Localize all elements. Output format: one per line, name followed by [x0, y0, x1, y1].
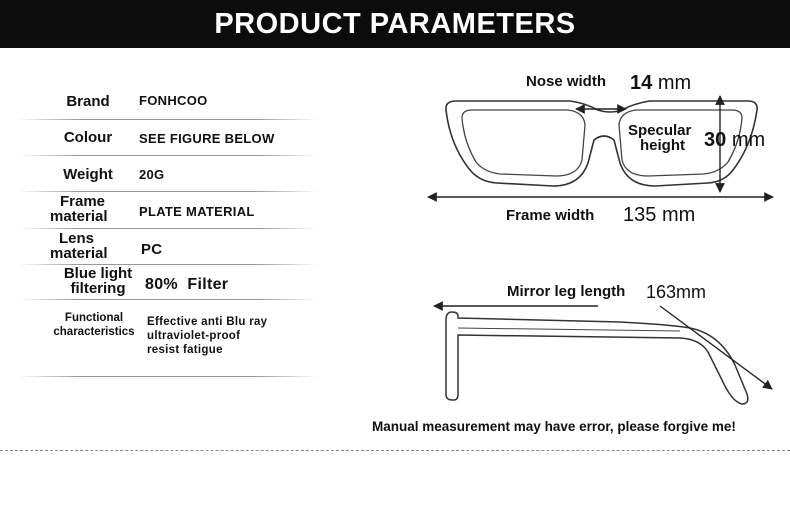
- mirror-leg-number: 163: [646, 282, 677, 302]
- frame-width-unit: mm: [661, 204, 696, 226]
- param-value-colour: SEE FIGURE BELOW: [139, 131, 275, 146]
- nose-width-value: [630, 72, 691, 95]
- measurement-note: Manual measurement may have error, please forgive me!: [372, 419, 736, 434]
- bottom-dashed-divider: [0, 450, 790, 451]
- param-label-brand: Brand: [66, 93, 110, 110]
- param-value-weight: 20G: [139, 167, 165, 182]
- label-line: characteristics: [53, 326, 135, 338]
- frame-width-label: Frame width: [506, 207, 595, 224]
- specular-height-number: 30: [704, 129, 727, 151]
- label-line: material: [50, 208, 108, 225]
- label-line: height: [640, 137, 685, 154]
- param-value-lens-material: PC: [141, 241, 163, 258]
- label-line: Blue light: [63, 265, 133, 282]
- value-line: resist fatigue: [147, 344, 223, 356]
- label-line: Lens: [59, 230, 95, 247]
- specular-height-value: [704, 129, 765, 152]
- frame-width-number: 135: [623, 204, 657, 226]
- param-value-blue-light: 80% Filter: [145, 276, 229, 293]
- frame-width-value: [623, 204, 695, 227]
- left-lens: [462, 110, 585, 176]
- mirror-leg-value: [646, 282, 706, 303]
- specular-height-label: [628, 123, 691, 153]
- value-line: Effective anti Blu ray: [147, 316, 268, 328]
- label-line: Frame: [60, 193, 106, 210]
- nose-width-number: 14: [630, 72, 653, 94]
- page-title: PRODUCT PARAMETERS: [214, 7, 576, 40]
- temple-arm-seam: [458, 328, 680, 331]
- label-line: Functional: [64, 312, 124, 324]
- param-label-colour: Colour: [63, 129, 113, 146]
- param-value-brand: FONHCOO: [139, 93, 208, 108]
- param-value-frame-material: PLATE MATERIAL: [139, 204, 255, 219]
- temple-arm-outline: [446, 312, 748, 404]
- nose-width-unit: mm: [657, 72, 692, 94]
- value-line: ultraviolet-proof: [147, 330, 241, 342]
- label-line: material: [50, 245, 108, 262]
- label-line: filtering: [70, 280, 126, 297]
- label-line: Specular: [628, 122, 692, 139]
- mirror-leg-label: Mirror leg length: [507, 283, 626, 300]
- param-label-weight: Weight: [63, 166, 113, 183]
- specular-height-unit: mm: [731, 129, 766, 151]
- nose-width-label: Nose width: [526, 73, 607, 90]
- mirror-leg-unit: mm: [676, 282, 707, 302]
- mirror-leg-arrow-diagonal: [660, 306, 772, 389]
